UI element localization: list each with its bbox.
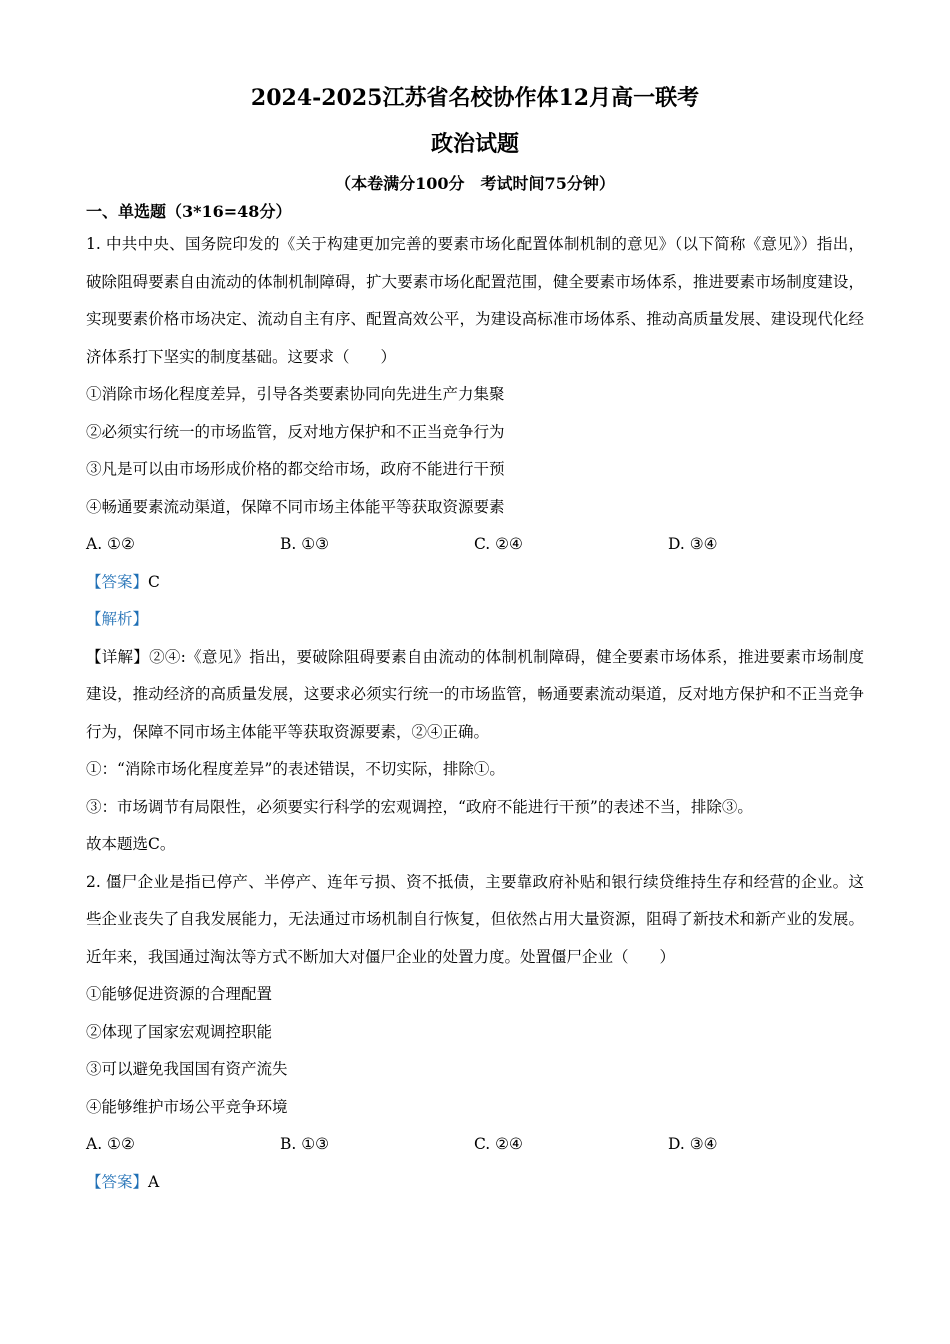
detail-paragraph [86, 639, 864, 752]
analysis-line [86, 601, 864, 639]
detail-tag: 【详解】 [86, 647, 150, 666]
option-b: B. ①③ [280, 1135, 330, 1153]
question-2 [86, 864, 864, 1202]
exam-info: （本卷满分100分 考试时间75分钟） [335, 174, 615, 193]
statement-item: ①能够促进资源的合理配置 [86, 985, 273, 1003]
answer-tag: 【答案】 [86, 572, 149, 591]
statement-item: ④能够维护市场公平竞争环境 [86, 1097, 288, 1116]
question-1 [86, 226, 864, 864]
question-stem: 2. 僵尸企业是指已停产、半停产、连年亏损、资不抵债，主要靠政府补贴和银行续贷维持生存和经营的企业。这些企业丧失了自我发展能力，无法通过市场机制自行恢复，但依然占用大量资源，阻碍了新技术和新产业的发展。近年来，我国通过淘汰等方式不断加大对僵尸企业的处置力度。处置僵尸企业（ ） [86, 872, 864, 966]
option-d: D. ③④ [668, 535, 718, 553]
exam-title: 2024-2025江苏省名校协作体12月高一联考 [250, 85, 700, 111]
answer-options [86, 1126, 864, 1164]
detail-text: ②④:《意见》指出，要破除阻碍要素自由流动的体制机制障碍，健全要素市场体系，推进要素市场制度建设，推动经济的高质量发展，这要求必须实行统一的市场监管，畅通要素流动渠道，反对地方保护和不正当竞争行为，保障不同市场主体能平等获取资源要素，②④正确。 [86, 647, 864, 741]
analysis-tag: 【解析】 [86, 610, 149, 628]
option-b: B. ①③ [280, 535, 330, 553]
option-a: A. ①② [86, 1135, 135, 1153]
answer-options [86, 526, 864, 564]
option-c: C. ②④ [474, 1135, 523, 1153]
explanation-line: ③：市场调节有局限性，必须要实行科学的宏观调控，“政府不能进行干预”的表述不当，排除③。 [86, 797, 753, 816]
option-c: C. ②④ [474, 535, 523, 553]
option-a: A. ①② [86, 535, 135, 553]
statement-item: ①消除市场化程度差异，引导各类要素协同向先进生产力集聚 [86, 385, 505, 403]
answer-line [86, 1164, 864, 1202]
statement-item: ③凡是可以由市场形成价格的都交给市场，政府不能进行干预 [86, 460, 505, 478]
option-d: D. ③④ [668, 1135, 718, 1153]
conclusion-line: 故本题选C。 [86, 835, 176, 853]
statement-item: ②体现了国家宏观调控职能 [86, 1022, 273, 1041]
answer-line [86, 564, 864, 602]
section-heading: 一、单选题（3*16=48分） [86, 202, 292, 221]
statement-item: ④畅通要素流动渠道，保障不同市场主体能平等获取资源要素 [86, 497, 505, 516]
statement-item: ③可以避免我国国有资产流失 [86, 1060, 288, 1078]
answer-tag: 【答案】 [86, 1172, 149, 1191]
answer-value: C [148, 572, 160, 591]
statement-item: ②必须实行统一的市场监管，反对地方保护和不正当竞争行为 [86, 422, 505, 441]
question-stem: 1. 中共中央、国务院印发的《关于构建更加完善的要素市场化配置体制机制的意见》（以下简称《意见》）指出，破除阻碍要素自由流动的体制机制障碍，扩大要素市场化配置范围，健全要素市场体系，推进要素市场制度建设，实现要素价格市场决定、流动自主有序、配置高效公平，为建设高标准市场体系、推动高质量发展、建设现代化经济体系打下坚实的制度基础。这要求（ ） [86, 235, 864, 366]
subject-title: 政治试题 [430, 131, 519, 157]
answer-value: A [148, 1172, 160, 1191]
explanation-line: ①：“消除市场化程度差异”的表述错误，不切实际，排除①。 [86, 760, 505, 778]
